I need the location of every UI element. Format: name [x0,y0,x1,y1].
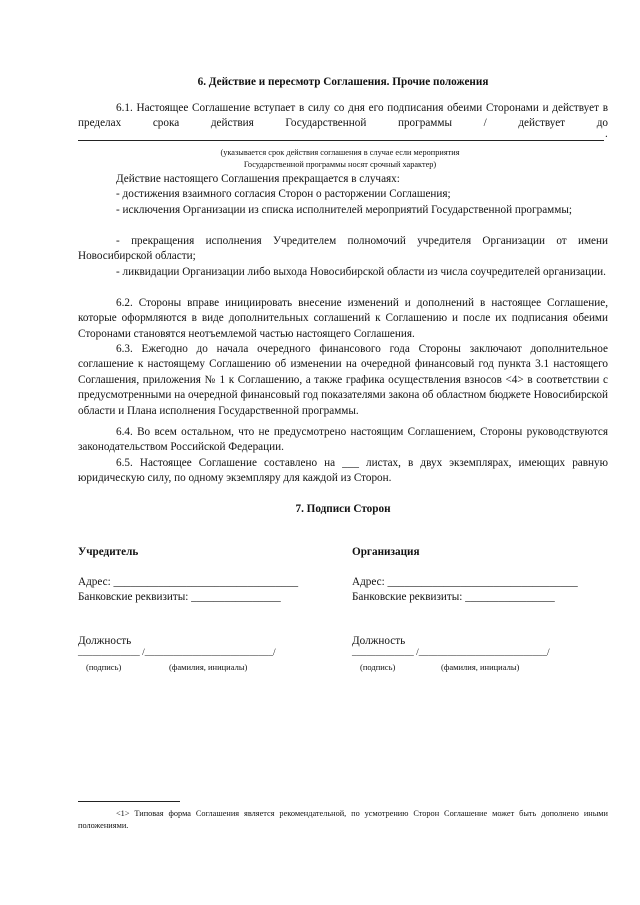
footnote: <1> Типовая форма Соглашения является рекомендательной, по усмотрению Сторон Соглашение может быть дополнено иными положениями. [78,809,608,830]
termination-item: - ликвидации Организации либо выхода Новосибирской области из числа соучредителей организации. [116,266,606,278]
termination-item: - достижения взаимного согласия Сторон о расторжении Соглашения; [116,188,451,200]
termination-item: - исключения Организации из списка исполнителей мероприятий Государственной программы; [116,204,572,216]
footnote-separator [78,801,180,802]
paragraph-6-1: 6.1. Настоящее Соглашение вступает в силу со дня его подписания обеими Сторонами и действует в пределах срока действия Государственной программы / действует до [78,102,608,130]
organization-position: Должность [352,635,406,647]
term-period: . [605,128,608,140]
term-blank-line [78,140,604,141]
paragraph-6-3: 6.3. Ежегодно до начала очередного финансового года Стороны заключают дополнительное соглашение к настоящему Соглашению об изменении на очередной финансовый год пункта 3.1 настоящего Соглашения, приложения № 1 к Соглашению, а также графика осуществления взносов <4> в соответствии с предусмотренными на очередной финансовый год показателями закона об областном бюджете Новосибирской области и Плана исполнения Государственной программы. [78,343,608,417]
founder-signature-label: (подпись) [86,662,122,672]
founder-bank-details: Банковские реквизиты: ________________ [78,591,281,603]
founder-title: Учредитель [78,546,139,558]
paragraph-6-5: 6.5. Настоящее Соглашение составлено на ___ листах, в двух экземплярах, имеющих равную юридическую силу, по одному экземпляру для каждой из Сторон. [78,457,608,485]
organization-title: Организация [352,546,420,558]
organization-signature-line: _____________ /___________________________/ [352,648,550,658]
paragraph-6-4: 6.4. Во всем остальном, что не предусмотрено настоящим Соглашением, Стороны руководствуются законодательством Российской Федерации. [78,426,608,454]
founder-position: Должность [78,635,132,647]
section-7-heading: 7. Подписи Сторон [295,503,391,515]
organization-name-label: (фамилия, инициалы) [441,662,520,672]
termination-intro: Действие настоящего Соглашения прекращается в случаях: [116,173,400,185]
termination-item: - прекращения исполнения Учредителем полномочий учредителя Организации от имени Новосибирской области; [78,235,608,263]
founder-signature-line: _____________ /___________________________/ [78,648,276,658]
paragraph-6-2: 6.2. Стороны вправе инициировать внесение изменений и дополнений в настоящее Соглашение, которые оформляются в виде дополнительных соглашений к Соглашению и после их подписания обеими Сторонами становятся неотъемлемой частью настоящего Соглашения. [78,297,608,340]
founder-name-label: (фамилия, инициалы) [169,662,248,672]
term-note-line-2: Государственной программы носят срочный характер) [243,160,437,169]
section-6-heading: 6. Действие и пересмотр Соглашения. Прочие положения [197,76,489,88]
organization-signature-label: (подпись) [360,662,396,672]
term-note-line-1: (указывается срок действия соглашения в случае если мероприятия [220,148,460,157]
founder-address: Адрес: _________________________________ [78,576,299,588]
organization-bank-details: Банковские реквизиты: ________________ [352,591,555,603]
organization-address: Адрес: __________________________________ [352,576,578,588]
